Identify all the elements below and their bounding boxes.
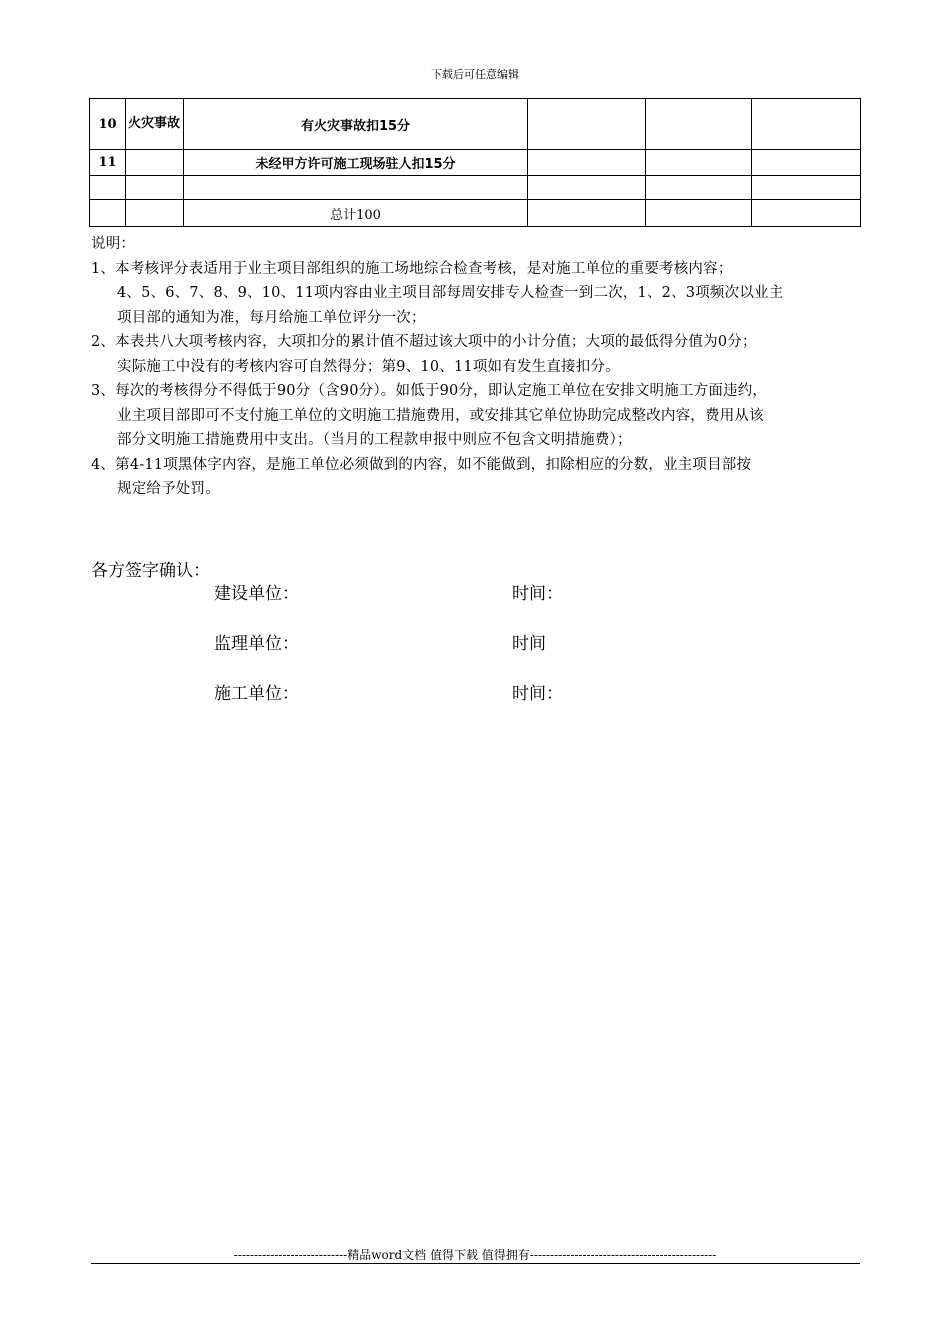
item-content <box>184 176 528 200</box>
page-header: 下载后可任意编辑 <box>431 68 519 81</box>
empty-cell <box>752 200 861 227</box>
signature-title: 各方签字确认： <box>91 561 210 581</box>
note-item-1: 1、本考核评分表适用于业主项目部组织的施工场地综合检查考核，是对施工单位的重要考核内容； <box>91 260 733 277</box>
item-content: 有火灾事故扣15分 <box>184 99 528 150</box>
table-row-total <box>90 200 861 227</box>
item-number <box>90 176 126 200</box>
empty-cell <box>528 200 646 227</box>
item-content: 未经甲方许可施工现场驻人扣15分 <box>184 150 528 176</box>
item-category <box>126 176 184 200</box>
empty-cell <box>752 150 861 176</box>
note-item-1-line: 项目部的通知为准，每月给施工单位评分一次； <box>117 309 426 326</box>
note-item-3-line: 业主项目部即可不支付施工单位的文明施工措施费用，或安排其它单位协助完成整改内容，费用从该 <box>117 407 764 424</box>
empty-cell <box>646 176 752 200</box>
signature-party-label: 建设单位： <box>214 584 299 604</box>
notes-section <box>91 232 866 502</box>
empty-cell <box>646 99 752 150</box>
total-score: 总计100 <box>184 200 528 227</box>
item-number: 10 <box>90 99 126 150</box>
signature-time-label: 时间 <box>512 634 546 654</box>
note-item-2-line: 实际施工中没有的考核内容可自然得分；第9、10、11项如有发生直接扣分。 <box>117 358 620 375</box>
signature-party-label: 施工单位： <box>214 684 299 704</box>
page-footer: ----------------------------精品word文档 值得下载 值得拥有---------------------------------------------- <box>233 1248 717 1262</box>
empty-cell <box>752 99 861 150</box>
item-category: 火灾事故 <box>126 99 184 150</box>
empty-cell <box>646 200 752 227</box>
footer-divider <box>91 1263 860 1264</box>
notes-title: 说明： <box>91 236 136 252</box>
table-row <box>90 99 861 150</box>
signature-time-label: 时间： <box>512 684 563 704</box>
item-category <box>126 200 184 227</box>
note-item-3-line: 部分文明施工措施费用中支出。（当月的工程款申报中则应不包含文明措施费）； <box>117 432 632 448</box>
signature-party-label: 监理单位： <box>214 634 299 654</box>
signature-time-label: 时间： <box>512 584 563 604</box>
score-table <box>89 98 861 227</box>
item-category <box>126 150 184 176</box>
note-item-2: 2、本表共八大项考核内容，大项扣分的累计值不超过该大项中的小计分值；大项的最低得分值为0分； <box>91 334 757 350</box>
empty-cell <box>528 99 646 150</box>
item-number: 11 <box>90 150 126 176</box>
table-row <box>90 176 861 200</box>
note-item-3: 3、每次的考核得分不得低于90分（含90分）。如低于90分，即认定施工单位在安排文明施工方面违约， <box>91 383 768 399</box>
table-row <box>90 150 861 176</box>
empty-cell <box>646 150 752 176</box>
item-number <box>90 200 126 227</box>
empty-cell <box>528 150 646 176</box>
note-item-4-line: 规定给予处罚。 <box>117 481 220 497</box>
empty-cell <box>528 176 646 200</box>
note-item-4: 4、第4-11项黑体字内容，是施工单位必须做到的内容，如不能做到，扣除相应的分数，业主项目部按 <box>91 456 752 473</box>
empty-cell <box>752 176 861 200</box>
note-item-1-line: 4、5、6、7、8、9、10、11项内容由业主项目部每周安排专人检查一到二次，1、2、3项频次以业主 <box>117 285 784 301</box>
